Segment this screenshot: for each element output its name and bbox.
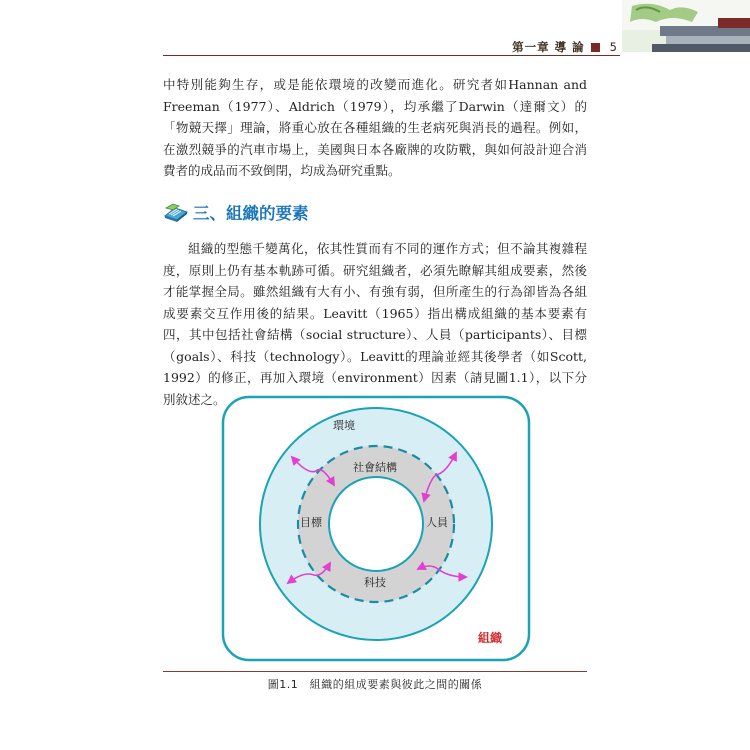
book-icon [163,202,189,222]
corner-decorative-image [622,0,750,52]
social-structure-label: 社會結構 [353,461,397,474]
header-divider [163,55,620,56]
book-stack-image [622,0,750,52]
ring-hole [329,477,423,571]
square-icon [591,43,600,52]
technology-label: 科技 [364,576,386,589]
participants-label: 人員 [426,516,448,529]
caption-divider [163,671,587,672]
page-number: 5 [609,40,618,54]
figure-diagram [218,393,534,665]
section-heading [163,200,309,224]
organization-label: 組織 [478,631,503,645]
chapter-title: 第一章 導 論 [512,40,585,54]
environment-label: 環境 [333,419,355,432]
goals-label: 目標 [300,516,322,529]
section-heading-text: 三、組織的要素 [193,204,309,223]
running-header [512,37,618,57]
organization-diagram [218,393,534,665]
body-paragraph-2: 組織的型態千變萬化，依其性質而有不同的運作方式；但不論其複雜程度，原則上仍有基本軌跡可循。研究組織者，必須先瞭解其組成要素，然後才能掌握全局。雖然組織有大有小、有強有弱，但所產生的行為卻皆為各組成要素交互作用後的結果。Leavitt（1965）指出構成組織的基本要素有四，其中包括社會結構（social structure）、人員（participants）、目標（goals）、科技（technology）。Leavitt的理論並經其後學者（如Scott, 1992）的修正，再加入環境（environment）因素（請見圖1.1），以下分別敘述之。 [163,241,587,407]
figure-caption: 圖1.1 組織的組成要素與彼此之間的關係 [267,678,483,691]
body-paragraph-1: 中特別能夠生存，或是能依環境的改變而進化。研究者如Hannan and Freeman（1977）、Aldrich（1979），均承繼了Darwin（達爾文）的「物競天擇」理論，將重心放在各種組織的生老病死與消長的過程。例如，在激烈競爭的汽車市場上，美國與日本各廠牌的攻防戰，與如何設計迎合消費者的成品而不致倒閉，均成為研究重點。 [163,77,587,178]
